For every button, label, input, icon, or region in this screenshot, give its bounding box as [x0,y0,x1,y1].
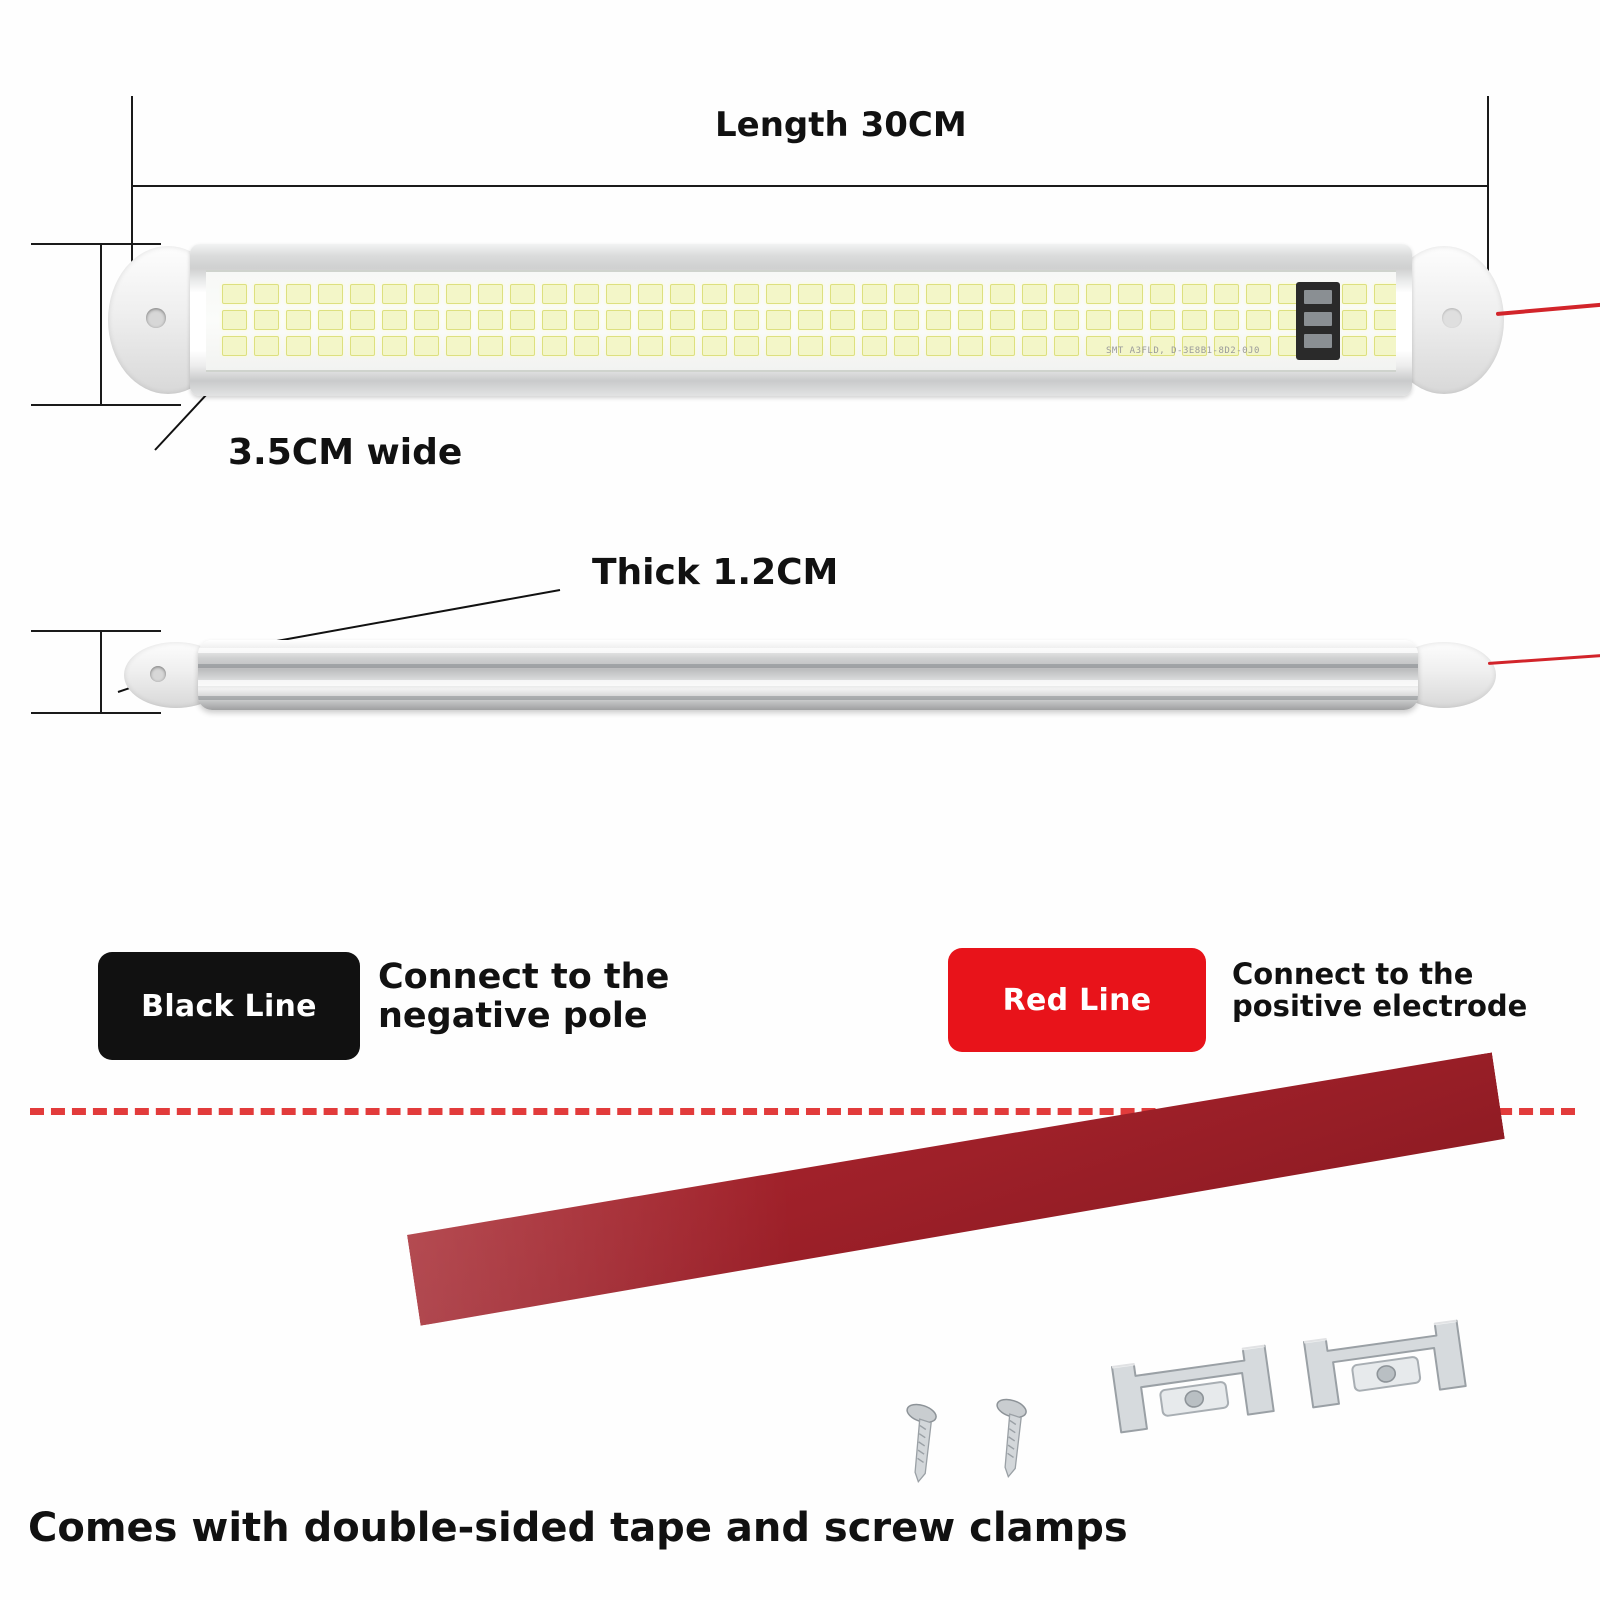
led [1214,284,1239,304]
led [670,284,695,304]
led [638,310,663,330]
black-line-description [378,958,669,1036]
red-line-description-line2: positive electrode [1232,989,1528,1024]
led [286,310,311,330]
housing-side-profile [198,640,1418,710]
red-line-badge-label: Red Line [1002,982,1152,1018]
led [478,336,503,356]
led [798,336,823,356]
led [510,310,535,330]
screw-clamp [1290,1305,1480,1425]
led [638,284,663,304]
led [702,336,727,356]
led [766,310,791,330]
led [702,310,727,330]
led [862,284,887,304]
led-driver-module [1296,282,1340,360]
led [1182,310,1207,330]
screw-clamp [1098,1330,1288,1450]
led [958,310,983,330]
diffuser-lens [206,270,1396,372]
led [350,310,375,330]
led [478,310,503,330]
black-line-description-line2: negative pole [378,996,648,1037]
led [926,336,951,356]
led [606,336,631,356]
led [446,336,471,356]
led [222,336,247,356]
led [542,310,567,330]
profile-highlight [198,680,1418,686]
driver-chip [1304,312,1332,326]
accessories-caption: Comes with double-sided tape and screw clamps [28,1505,1128,1551]
led [1054,310,1079,330]
led [510,284,535,304]
led [798,310,823,330]
red-line-description [1232,958,1527,1023]
led [1342,284,1367,304]
power-wire-red-side [1488,654,1600,665]
led [542,336,567,356]
profile-groove [198,664,1418,668]
thickness-dimension-line [100,630,102,714]
led [222,310,247,330]
pcb-marking: SMT A3FLD, D-3E8B1-8D2-0J0 [1106,346,1260,356]
housing-body [190,244,1412,396]
led [286,284,311,304]
thickness-label: Thick 1.2CM [592,552,839,593]
led [414,336,439,356]
led [894,310,919,330]
led [1374,284,1396,304]
led [1214,310,1239,330]
power-wire-red [1496,302,1600,316]
led [542,284,567,304]
led [894,336,919,356]
led [1342,336,1367,356]
width-label: 3.5CM wide [228,432,463,473]
led [1054,336,1079,356]
led [894,284,919,304]
led [414,310,439,330]
led [1342,310,1367,330]
led [606,310,631,330]
driver-chip [1304,334,1332,348]
led [830,336,855,356]
screw [980,1395,1050,1485]
led [1150,310,1175,330]
led [638,336,663,356]
led [1022,336,1047,356]
led [1374,336,1396,356]
led [862,336,887,356]
led [830,284,855,304]
led [830,310,855,330]
length-dimension-line [131,185,1489,187]
led [734,284,759,304]
led [254,284,279,304]
black-line-description-line1: Connect to the [378,957,670,997]
mounting-hole-left [146,308,166,328]
led [670,310,695,330]
driver-chip [1304,290,1332,304]
led [734,336,759,356]
led [1374,310,1396,330]
led [414,284,439,304]
led [446,284,471,304]
led [574,336,599,356]
black-line-badge-label: Black Line [141,988,317,1024]
led [254,310,279,330]
led-bar-side-view [108,620,1508,730]
led [318,284,343,304]
double-sided-tape [404,1052,1508,1325]
led [1150,284,1175,304]
led [222,284,247,304]
led [734,310,759,330]
led [702,284,727,304]
led [958,336,983,356]
screw [890,1400,960,1490]
led [606,284,631,304]
led [670,336,695,356]
led [1118,310,1143,330]
led [318,336,343,356]
led [254,336,279,356]
led [574,284,599,304]
led [926,284,951,304]
led [926,310,951,330]
led [1086,310,1111,330]
led [382,310,407,330]
led [446,310,471,330]
length-label: Length 30CM [715,105,967,145]
led [286,336,311,356]
led [958,284,983,304]
led [574,310,599,330]
mounting-hole-left-side [150,666,166,682]
led [1246,310,1271,330]
led [318,310,343,330]
led [862,310,887,330]
mounting-hole-right [1442,308,1462,328]
led [990,310,1015,330]
red-line-badge [948,948,1206,1052]
led [510,336,535,356]
led [798,284,823,304]
led [1054,284,1079,304]
led [1246,284,1271,304]
profile-highlight [198,648,1418,653]
width-dimension-line [100,243,102,406]
led [766,336,791,356]
led [1086,284,1111,304]
black-line-badge [98,952,360,1060]
led [350,336,375,356]
led [382,336,407,356]
led [766,284,791,304]
led [1182,284,1207,304]
led [1118,284,1143,304]
led [1022,310,1047,330]
profile-groove [198,696,1418,700]
led-bar-face-view [108,236,1508,406]
led [990,336,1015,356]
led [1022,284,1047,304]
tape-sheen [404,1052,1508,1325]
led [382,284,407,304]
led [350,284,375,304]
red-line-description-line1: Connect to the [1232,957,1474,991]
led [478,284,503,304]
led [990,284,1015,304]
